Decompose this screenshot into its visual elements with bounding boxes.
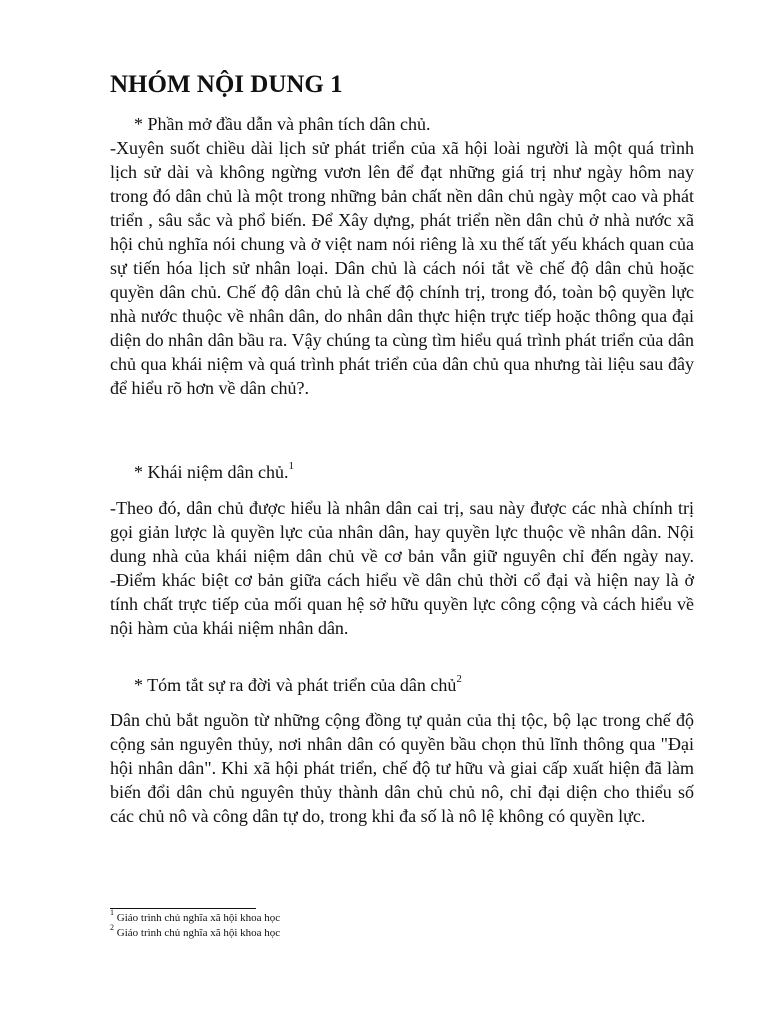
intro-paragraph: -Xuyên suốt chiều dài lịch sử phát triển của xã hội loài người là một quá trình lịch sử dài và không ngừng vươn lên để đạt những giá trị như ngày hôm nay trong đó dân chủ là một trong những bản chất nền dân chủ ngày một cao và phát triển , sâu sắc và phổ biến. Để Xây dựng, phát triển nền dân chủ ở nhà nước xã hội chủ nghĩa nói chung và ở việt nam nói riêng là xu thế tất yếu khách quan của sự tiến hóa lịch sử nhân loại. Dân chủ là cách nói tắt về chế độ dân chủ hoặc quyền dân chủ. Chế độ dân chủ là chế độ chính trị, trong đó, toàn bộ quyền lực nhà nước thuộc về nhân dân, do nhân dân thực hiện trực tiếp hoặc thông qua đại diện do nhân dân bầu ra. Vậy chúng ta cùng tìm hiểu quá trình phát triển của dân chủ qua khái niệm và quá trình phát triển của dân chủ qua nhưng tài liệu sau đây để hiểu rõ hơn về dân chủ?. bbox=[110, 138, 694, 398]
section-heading-definition-text: * Khái niệm dân chủ. bbox=[134, 462, 289, 482]
section-heading-intro-text: * Phần mở đầu dẫn và phân tích dân chủ. bbox=[134, 114, 431, 134]
footnote-1-number: 1 bbox=[110, 908, 114, 918]
definition-paragraph: -Theo đó, dân chủ được hiểu là nhân dân cai trị, sau này được các nhà chính trị gọi giản lược là quyền lực của nhân dân, hay quyền lực thuộc về nhân dân. Nội dung nhà của khái niệm dân chủ về cơ bản vẫn giữ nguyên chỉ đến ngày nay. -Điểm khác biệt cơ bản giữa cách hiểu về dân chủ thời cổ đại và hiện nay là ở tính chất trực tiếp của mối quan hệ sở hữu quyền lực công cộng và cách hiểu về nội hàm của khái niệm nhân dân. bbox=[110, 498, 694, 638]
footnote-separator bbox=[110, 908, 256, 909]
footnote-2-number: 2 bbox=[110, 923, 114, 933]
footnote-1-text: Giáo trình chủ nghĩa xã hội khoa học bbox=[114, 912, 281, 924]
footnote-2-text: Giáo trình chủ nghĩa xã hội khoa học bbox=[114, 927, 281, 939]
section-heading-intro bbox=[134, 112, 430, 136]
footnote-ref-1[interactable]: 1 bbox=[288, 460, 294, 472]
document-title: NHÓM NỘI DUNG 1 bbox=[110, 71, 343, 98]
footnote-ref-2[interactable]: 2 bbox=[456, 673, 462, 685]
section-heading-history-text: * Tóm tắt sự ra đời và phát triển của dân chủ bbox=[134, 675, 457, 695]
footnote-1 bbox=[110, 908, 281, 925]
footnote-2 bbox=[110, 923, 281, 940]
history-paragraph: Dân chủ bắt nguồn từ những cộng đồng tự quản của thị tộc, bộ lạc trong chế độ cộng sản nguyên thủy, nơi nhân dân có quyền bầu chọn thủ lĩnh thông qua "Đại hội nhân dân". Khi xã hội phát triển, chế độ tư hữu và giai cấp xuất hiện đã làm biến đổi dân chủ nguyên thủy thành dân chủ chủ nô, chỉ đại diện cho thiểu số các chủ nô và công dân tự do, trong khi đa số là nô lệ không có quyền lực. bbox=[110, 710, 694, 826]
section-heading-definition bbox=[134, 460, 294, 484]
section-heading-history bbox=[134, 673, 462, 697]
